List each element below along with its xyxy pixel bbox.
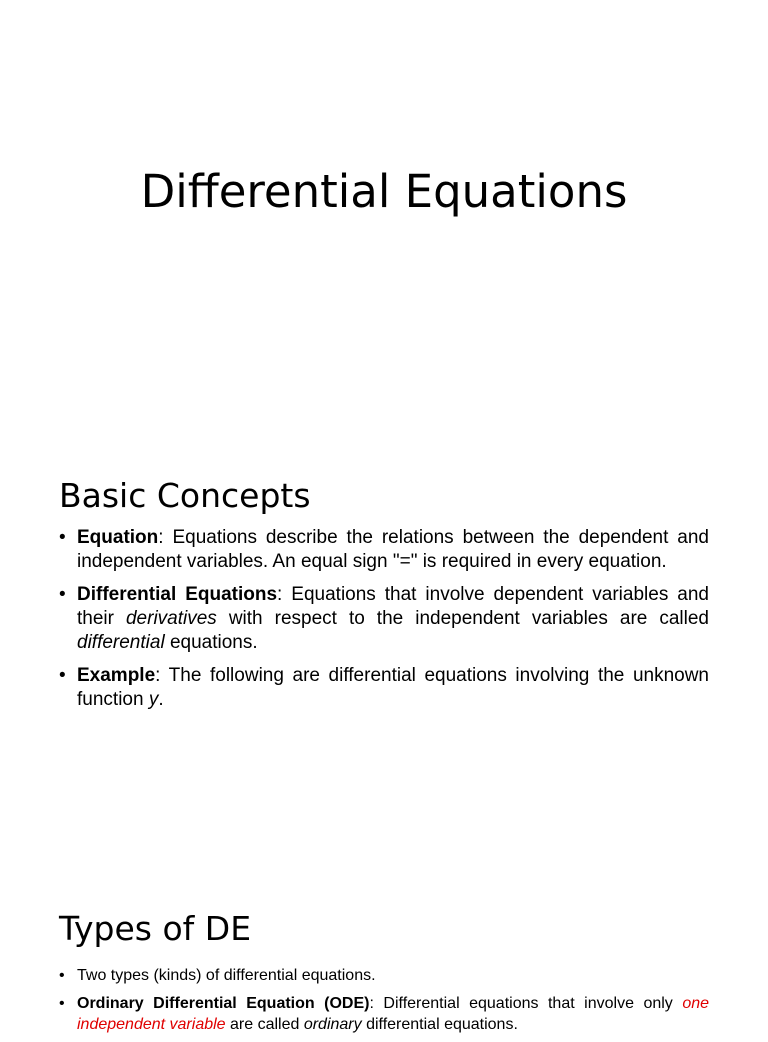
bullet-icon: •	[59, 665, 66, 686]
item-emphasis: differential	[77, 632, 165, 653]
bullet-icon: •	[59, 584, 66, 605]
basic-concepts-list	[59, 526, 709, 721]
section-heading-types-of-de: Types of DE	[59, 909, 252, 948]
list-item-ode	[59, 993, 709, 1035]
item-emphasis: ordinary	[303, 1016, 362, 1033]
item-text: are called	[225, 1016, 304, 1033]
bullet-icon: •	[59, 995, 65, 1012]
list-item-example	[59, 664, 709, 712]
item-text: : Differential equations that involve only	[369, 995, 683, 1012]
item-text: .	[158, 689, 164, 710]
item-text: : The following are differential equations involving the unknown function	[77, 665, 709, 710]
slide-title: Differential Equations	[140, 165, 628, 218]
item-text: : Equations that involve dependent variables and their	[77, 584, 709, 629]
item-text: with respect to the independent variables are called	[216, 608, 710, 629]
list-item-two-types	[59, 965, 709, 986]
item-emphasis-red: one independent variable	[77, 995, 710, 1033]
item-text: differential equations.	[361, 1016, 518, 1033]
term-ode: Ordinary Differential Equation (ODE)	[77, 995, 370, 1012]
list-item-differential-equations	[59, 583, 709, 655]
section-heading-basic-concepts: Basic Concepts	[59, 476, 311, 515]
list-item-equation	[59, 526, 709, 574]
item-text: Two types (kinds) of differential equations.	[77, 967, 376, 984]
term-differential-equations: Differential Equations	[77, 584, 278, 605]
term-equation: Equation	[77, 527, 159, 548]
item-text: : Equations describe the relations between the dependent and independent variables. An equal sign "=" is required in every equation.	[77, 527, 709, 572]
item-emphasis: derivatives	[125, 608, 217, 629]
item-emphasis: y	[148, 689, 159, 710]
bullet-icon: •	[59, 527, 66, 548]
item-text: equations.	[164, 632, 258, 653]
bullet-icon: •	[59, 967, 65, 984]
term-example: Example	[77, 665, 156, 686]
types-of-de-list	[59, 965, 709, 1042]
